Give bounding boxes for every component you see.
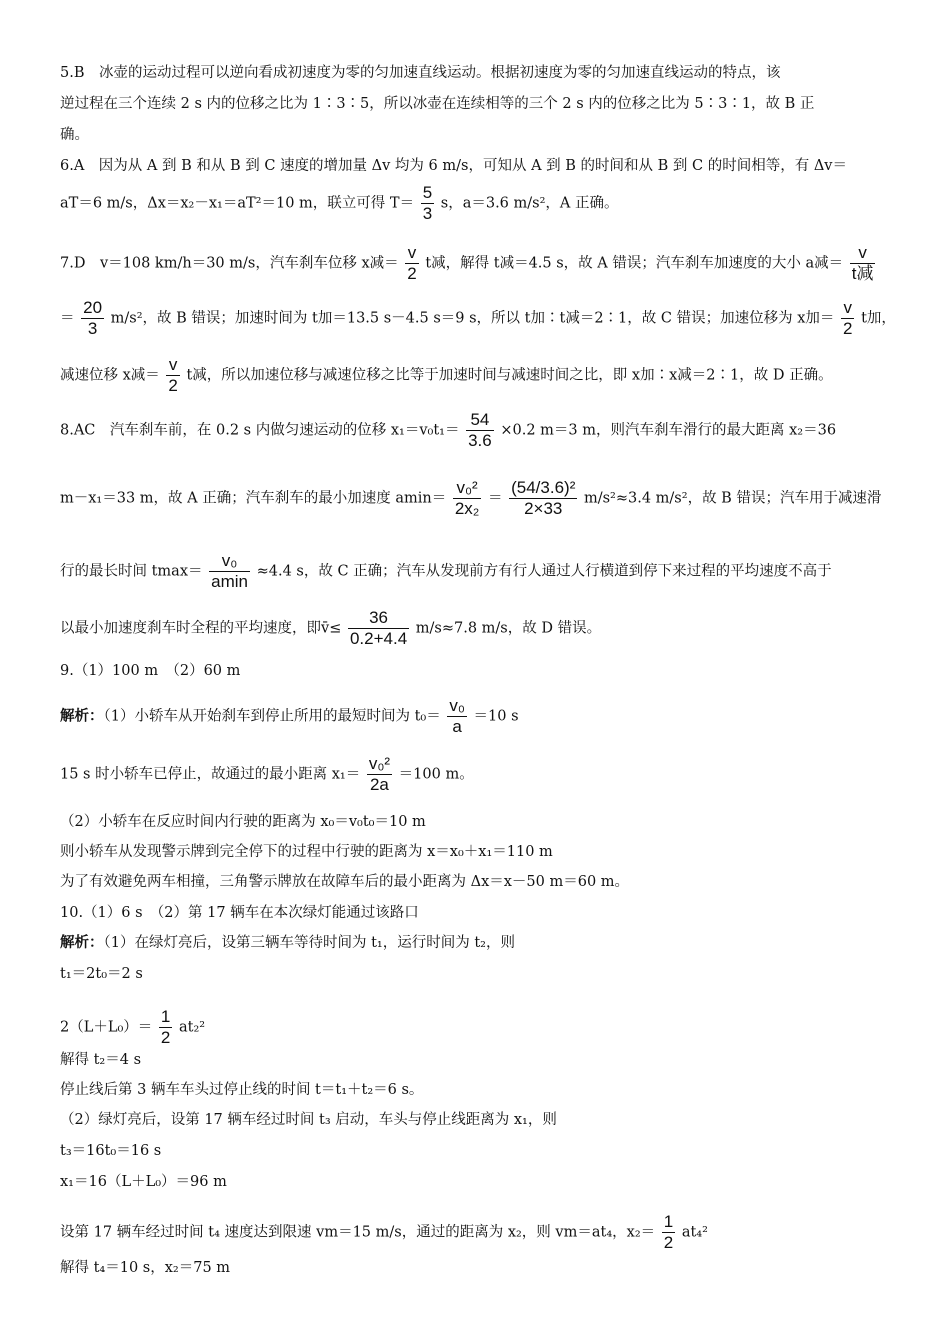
frac-den: 3.6 bbox=[468, 431, 492, 450]
p9-line-3 bbox=[60, 754, 900, 795]
p9-frac-2 bbox=[367, 754, 392, 795]
frac-den: 3 bbox=[81, 318, 104, 339]
p8-frac-5 bbox=[348, 608, 409, 649]
p9-line-6: 为了有效避免两车相撞，三角警示牌放在故障车后的最小距离为 Δx＝x－50 m＝60 m。 bbox=[60, 874, 630, 890]
p10-line-6: 停止线后第 3 辆车车头过停止线的时间 t＝t₁＋t₂＝6 s。 bbox=[60, 1082, 424, 1098]
p9-line-5: 则小轿车从发现警示牌到完全停下的过程中行驶的距离为 x＝x₀＋x₁＝110 m bbox=[60, 844, 553, 860]
p9-line-4: （2）小轿车在反应时间内行驶的距离为 x₀＝v₀t₀＝10 m bbox=[60, 814, 426, 830]
p8-text-a: 8.AC 汽车刹车前，在 0.2 s 内做匀速运动的位移 x₁＝v₀t₁＝ bbox=[60, 422, 460, 439]
p5-line-3: 确。 bbox=[60, 127, 89, 143]
p8-line-3 bbox=[60, 551, 900, 592]
frac-num: 54 bbox=[470, 410, 490, 429]
frac-den: 2a bbox=[367, 774, 392, 795]
frac-den: 0.2+4.4 bbox=[349, 629, 408, 648]
p10-line-5: 解得 t₂＝4 s bbox=[60, 1052, 142, 1068]
p6-text-b: s，a＝3.6 m/s²，A 正确。 bbox=[440, 195, 619, 212]
p6-fraction-T bbox=[421, 183, 434, 224]
frac-num: v bbox=[168, 355, 178, 374]
frac-num: v bbox=[843, 298, 852, 317]
frac-num: 1 bbox=[160, 1007, 171, 1026]
p10-text-e: at₄² bbox=[681, 1224, 708, 1241]
p10-answer: 10.（1）6 s （2）第 17 辆车在本次绿灯能通过该路口 bbox=[60, 905, 419, 921]
p9-analysis-label: 解析： bbox=[60, 707, 104, 725]
p7-frac-4 bbox=[841, 298, 854, 339]
p10-text-a: （1）在绿灯亮后，设第三辆车等待时间为 t₁，运行时间为 t₂，则 bbox=[103, 935, 515, 951]
p7-frac-1 bbox=[405, 243, 418, 284]
frac-num: v bbox=[407, 243, 417, 262]
frac-den: 2 bbox=[407, 264, 417, 283]
frac-num: v bbox=[858, 243, 867, 262]
p8-frac-2 bbox=[453, 478, 482, 519]
p10-text-c: at₂² bbox=[178, 1019, 206, 1036]
p8-frac-1 bbox=[466, 410, 494, 451]
p9-text-a: （1）小轿车从开始刹车到停止所用的最短时间为 t₀＝ bbox=[103, 708, 441, 725]
p6-text-a: aT＝6 m/s，Δx＝x₂－x₁＝aT²＝10 m，联立可得 T＝ bbox=[60, 195, 415, 212]
p8-text-e: 行的最长时间 tmax＝ bbox=[60, 563, 203, 580]
p8-frac-4 bbox=[209, 551, 250, 592]
p7-text-c: ＝ bbox=[60, 310, 75, 327]
frac-num: v₀² bbox=[456, 478, 478, 497]
p10-frac-2 bbox=[662, 1212, 675, 1253]
frac-num: v₀ bbox=[449, 696, 465, 715]
p10-frac-1 bbox=[159, 1007, 172, 1048]
frac-den: 2 bbox=[168, 376, 178, 395]
p10-line-2 bbox=[60, 933, 900, 953]
p7-text-d: m/s²，故 B 错误；加速时间为 t加＝13.5 s－4.5 s＝9 s，所以 t加∶t减＝2∶1，故 C 错误；加速位移为 x加＝ bbox=[110, 310, 835, 327]
frac-den: 3 bbox=[422, 204, 433, 223]
p9-text-d: ＝100 m。 bbox=[398, 766, 474, 783]
frac-den: 2 bbox=[842, 319, 853, 338]
p7-text-a: 7.D v＝108 km/h＝30 m/s，汽车刹车位移 x减＝ bbox=[60, 255, 399, 272]
p7-text-b: t减，解得 t减＝4.5 s，故 A 错误；汽车刹车加速度的大小 a减＝ bbox=[425, 255, 844, 272]
frac-num: 36 bbox=[369, 608, 389, 627]
p7-frac-2 bbox=[850, 243, 876, 284]
frac-den: 2 bbox=[160, 1028, 171, 1047]
frac-num: 1 bbox=[663, 1212, 674, 1231]
frac-den: 2x₂ bbox=[454, 499, 480, 518]
p8-text-f: ≈4.4 s，故 C 正确；汽车从发现前方有行人通过人行横道到停下来过程的平均速度不高于 bbox=[256, 563, 832, 580]
p10-line-9: x₁＝16（L＋L₀）＝96 m bbox=[60, 1174, 227, 1190]
p7-line-1 bbox=[60, 243, 900, 284]
p8-line-2 bbox=[60, 478, 900, 519]
p10-text-d: 设第 17 辆车经过时间 t₄ 速度达到限速 vm＝15 m/s，通过的距离为 x₂，则 vm＝at₄，x₂＝ bbox=[60, 1224, 656, 1241]
p7-line-3 bbox=[60, 355, 900, 396]
frac-den: amin bbox=[211, 572, 248, 591]
p10-text-b: 2（L＋L₀）＝ bbox=[60, 1019, 153, 1036]
p8-frac-3 bbox=[509, 478, 577, 519]
p8-text-eq: ＝ bbox=[488, 490, 503, 507]
frac-num: (54/3.6)² bbox=[511, 478, 576, 497]
p8-text-b: ×0.2 m＝3 m，则汽车刹车滑行的最大距离 x₂＝36 bbox=[500, 422, 837, 439]
p10-analysis-label: 解析： bbox=[60, 934, 104, 951]
p7-frac-3 bbox=[81, 298, 104, 339]
p7-text-g: t减，所以加速位移与减速位移之比等于加速时间与减速时间之比，即 x加∶x减＝2∶1，故 D 正确。 bbox=[186, 367, 833, 384]
p10-line-8: t₃＝16t₀＝16 s bbox=[60, 1143, 162, 1159]
p8-text-g: 以最小加速度刹车时全程的平均速度，即v̄≤ bbox=[60, 620, 342, 637]
p8-text-h: m/s≈7.8 m/s，故 D 错误。 bbox=[415, 620, 602, 637]
p8-text-d: m/s²≈3.4 m/s²，故 B 错误；汽车用于减速滑 bbox=[583, 490, 882, 507]
p9-text-c: 15 s 时小轿车已停止，故通过的最小距离 x₁＝ bbox=[60, 766, 361, 783]
p9-line-2 bbox=[60, 696, 900, 737]
p5-line-2: 逆过程在三个连续 2 s 内的位移之比为 1∶3∶5，所以冰壶在连续相等的三个 2 s 内的位移之比为 5∶3∶1，故 B 正 bbox=[60, 96, 815, 112]
p10-line-11: 解得 t₄＝10 s，x₂＝75 m bbox=[60, 1260, 231, 1276]
p9-frac-1 bbox=[447, 696, 467, 737]
p10-line-7: （2）绿灯亮后，设第 17 辆车经过时间 t₃ 启动，车头与停止线距离为 x₁，则 bbox=[60, 1112, 557, 1128]
p10-line-10 bbox=[60, 1212, 900, 1253]
frac-den: t减 bbox=[851, 264, 874, 283]
p8-text-c: m－x₁＝33 m，故 A 正确；汽车刹车的最小加速度 amin＝ bbox=[60, 490, 447, 507]
frac-den: 2×33 bbox=[509, 498, 577, 519]
p8-line-4 bbox=[60, 608, 900, 649]
frac-num: 5 bbox=[422, 183, 433, 202]
frac-num: 20 bbox=[83, 298, 103, 317]
p8-line-1 bbox=[60, 410, 900, 451]
p7-text-e: t加， bbox=[861, 310, 896, 327]
p7-line-2 bbox=[60, 298, 900, 339]
p10-line-4 bbox=[60, 1007, 900, 1048]
frac-den: 2 bbox=[663, 1233, 674, 1252]
p9-text-b: ＝10 s bbox=[473, 708, 519, 725]
p7-text-f: 减速位移 x减＝ bbox=[60, 367, 160, 384]
p10-line-3: t₁＝2t₀＝2 s bbox=[60, 966, 143, 982]
p5-line-1: 5.B 冰壶的运动过程可以逆向看成初速度为零的匀加速直线运动。根据初速度为零的匀加速直线运动的特点，该 bbox=[60, 65, 781, 81]
frac-num: v₀ bbox=[221, 551, 238, 570]
p6-line-1: 6.A 因为从 A 到 B 和从 B 到 C 速度的增加量 Δv 均为 6 m/s，可知从 A 到 B 的时间和从 B 到 C 的时间相等，有 Δv＝ bbox=[60, 158, 847, 174]
p6-line-2 bbox=[60, 183, 900, 224]
frac-num: v₀² bbox=[368, 754, 391, 773]
p9-answer: 9.（1）100 m （2）60 m bbox=[60, 663, 241, 679]
frac-den: a bbox=[447, 716, 467, 737]
p7-frac-5 bbox=[166, 355, 179, 396]
